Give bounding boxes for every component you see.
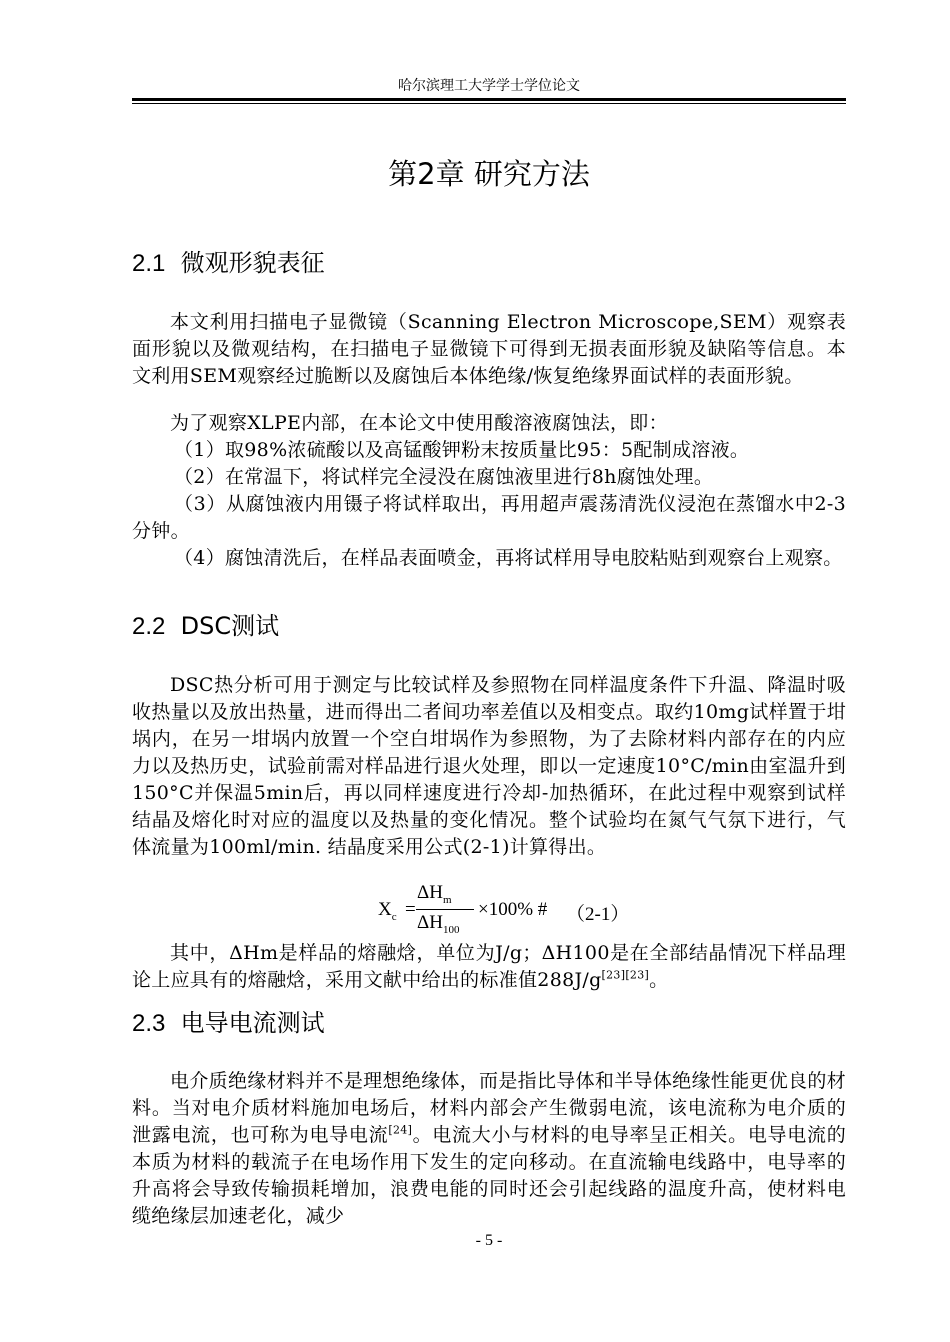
paragraph: 其中，ΔHm是样品的熔融焓，单位为J/g；ΔH100是在全部结晶情况下样品理论上应具有的熔融焓，采用文献中给出的标准值288J/g[23][23]。 [132,942,846,991]
list-item: （4）腐蚀清洗后，在样品表面喷金，再将试样用导电胶粘贴到观察台上观察。 [174,547,843,569]
paragraph: DSC热分析可用于测定与比较试样及参照物在同样温度条件下升温、降温时吸收热量以及放出热量，进而得出二者间功率差值以及相变点。取约10mg试样置于坩埚内，在另一坩埚内放置一个空白坩埚作为参照物，为了去除材料内部存在的内应力以及热历史，试验前需对样品进行退火处理，即以一定速度10°C/min由室温升到150°C并保温5min后，再以同样速度进行冷却-加热循环，在此过程中观察到试样结晶及熔化时对应的温度以及热量的变化情况。整个试验均在氮气气氛下进行，气体流量为100ml/min. 结晶度采用公式(2-1)计算得出。 [132,674,846,858]
section-heading-2-1 [132,248,846,279]
list-item: （3）从腐蚀液内用镊子将试样取出，再用超声震荡清洗仪浸泡在蒸馏水中2-3分钟。 [132,493,846,542]
header-rule-thin [132,103,846,104]
citation: [24] [388,1123,413,1137]
section-heading-2-2 [132,611,846,642]
formula-numerator: $\Delta H_m$ [417,882,452,906]
equation-number: （2-1） [566,904,630,925]
formula-equals: = [405,899,416,920]
citation: [23][23] [601,968,650,982]
section-number: 2.2 [132,613,166,640]
section-title: 微观形貌表征 [180,249,325,277]
section-heading-2-3 [132,1008,846,1039]
section-number: 2.1 [132,250,166,277]
header-rule-thick [132,98,846,101]
formula-denominator: $\Delta H_{100}$ [417,912,460,936]
formula-lhs: $X_c$ [378,899,397,923]
section-number: 2.3 [132,1010,166,1037]
section-title: 电导电流测试 [180,1009,325,1037]
running-header: 哈尔滨理工大学学士学位论文 [398,78,580,94]
page-number: - 5 - [475,1232,503,1249]
chapter-title: 第2章 研究方法 [388,157,590,191]
paragraph: 为了观察XLPE内部，在本论文中使用酸溶液腐蚀法，即： [170,412,668,434]
paragraph: 本文利用扫描电子显微镜（Scanning Electron Microscope,SEM）观察表面形貌以及微观结构，在扫描电子显微镜下可得到无损表面形貌及缺陷等信息。本文利用SEM观察经过脆断以及腐蚀后本体绝缘/恢复绝缘界面试样的表面形貌。 [132,311,846,387]
list-item: （2）在常温下，将试样完全浸没在腐蚀液里进行8h腐蚀处理。 [174,466,714,488]
section-title: DSC测试 [180,612,280,640]
equation-2-1 [378,882,678,936]
list-item: （1）取98%浓硫酸以及高锰酸钾粉末按质量比95：5配制成溶液。 [174,439,750,461]
formula-tail: ×100% # [478,899,548,920]
fraction-bar [416,909,474,910]
paragraph: 电介质绝缘材料并不是理想绝缘体，而是指比导体和半导体绝缘性能更优良的材料。当对电介质材料施加电场后，材料内部会产生微弱电流，该电流称为电介质的泄露电流，也可称为电导电流[24]。电流大小与材料的电导率呈正相关。电导电流的本质为材料的载流子在电场作用下发生的定向移动。在直流输电线路中，电导率的升高将会导致传输损耗增加，浪费电能的同时还会引起线路的温度升高，使材料电缆绝缘层加速老化，减少 [132,1070,846,1227]
